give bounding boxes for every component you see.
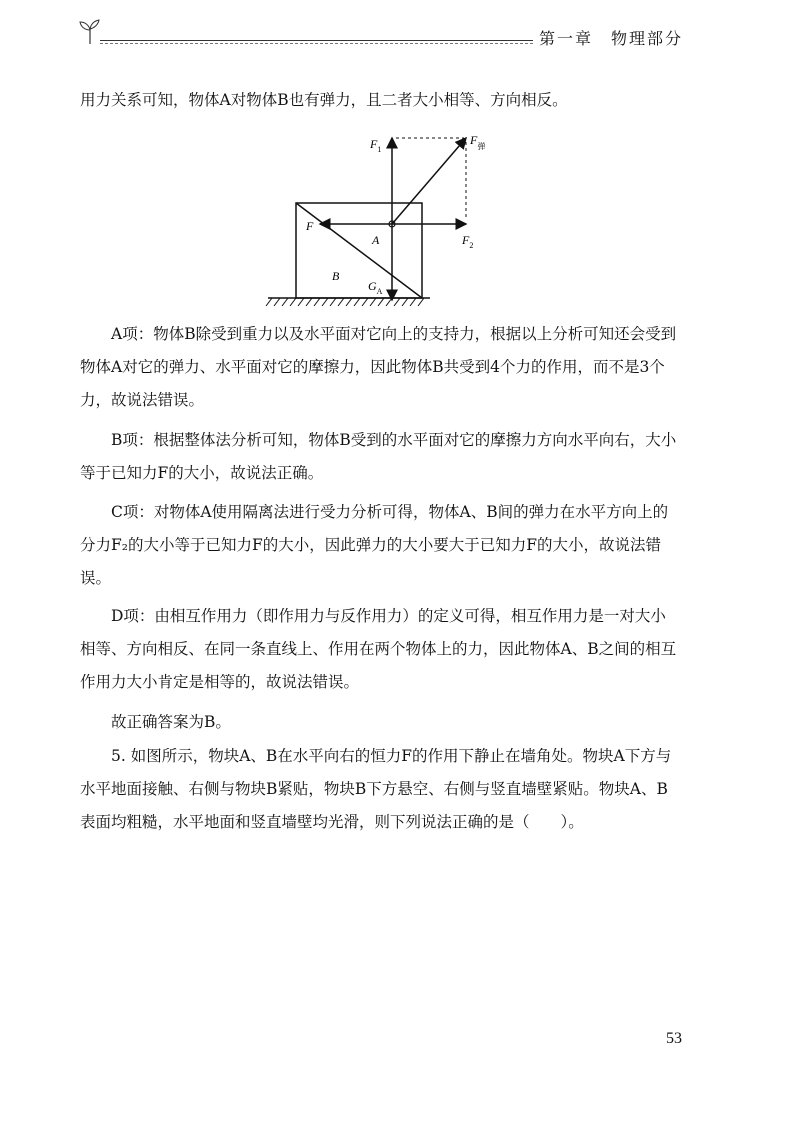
label-f-elastic: $F_弹$ (470, 133, 486, 151)
paragraph-answer: 故正确答案为B。 (111, 713, 231, 731)
force-diagram (260, 128, 520, 328)
block-diagonal (296, 203, 422, 298)
ground (266, 298, 430, 306)
header-rule (100, 40, 533, 41)
label-f: F (306, 219, 314, 233)
page-header (78, 18, 683, 58)
label-a: A (372, 233, 380, 247)
chapter-title: 第一章 物理部分 (538, 29, 683, 48)
paragraph-option-c: C项：对物体A使用隔离法进行受力分析可得，物体A、B间的弹力在水平方向上的分力F₂的大小等于已知力F的大小，因此弹力的大小要大于已知力F的大小，故说法错误。 (80, 503, 669, 587)
paragraph-intro: 用力关系可知，物体A对物体B也有弹力，且二者大小相等、方向相反。 (80, 91, 568, 109)
paragraph-option-d: D项：由相互作用力（即作用力与反作用力）的定义可得，相互作用力是一对大小相等、方向相反、在同一条直线上、作用在两个物体上的力，因此物体A、B之间的相互作用力大小肯定是相等的，故说法错误。 (80, 607, 677, 691)
paragraph-question-5: 5. 如图所示，物块A、B在水平向右的恒力F的作用下静止在墙角处。物块A下方与水平地面接触、右侧与物块B紧贴，物块B下方悬空、右侧与竖直墙壁紧贴。物块A、B表面均粗糙，水平地面和竖直墙壁均光滑，则下列说法正确的是（ ）。 (80, 747, 672, 831)
force-elastic-arrow (392, 138, 466, 224)
label-f1: $F_1$ (370, 137, 382, 154)
label-b: B (332, 269, 340, 283)
paragraph-option-b: B项：根据整体法分析可知，物体B受到的水平面对它的摩擦力方向水平向右，大小等于已知力F的大小，故说法正确。 (80, 431, 677, 482)
paragraph-option-a: A项：物体B除受到重力以及水平面对它向上的支持力，根据以上分析可知还会受到物体A对它的弹力、水平面对它的摩擦力，因此物体B共受到4个力的作用，而不是3个力，故说法错误。 (80, 325, 677, 409)
label-f2: $F_2$ (462, 233, 474, 250)
page-number: 53 (666, 1030, 682, 1047)
sprout-icon (78, 18, 102, 46)
header-rule-dashed (100, 43, 533, 44)
label-ga: $G_A$ (368, 279, 383, 296)
